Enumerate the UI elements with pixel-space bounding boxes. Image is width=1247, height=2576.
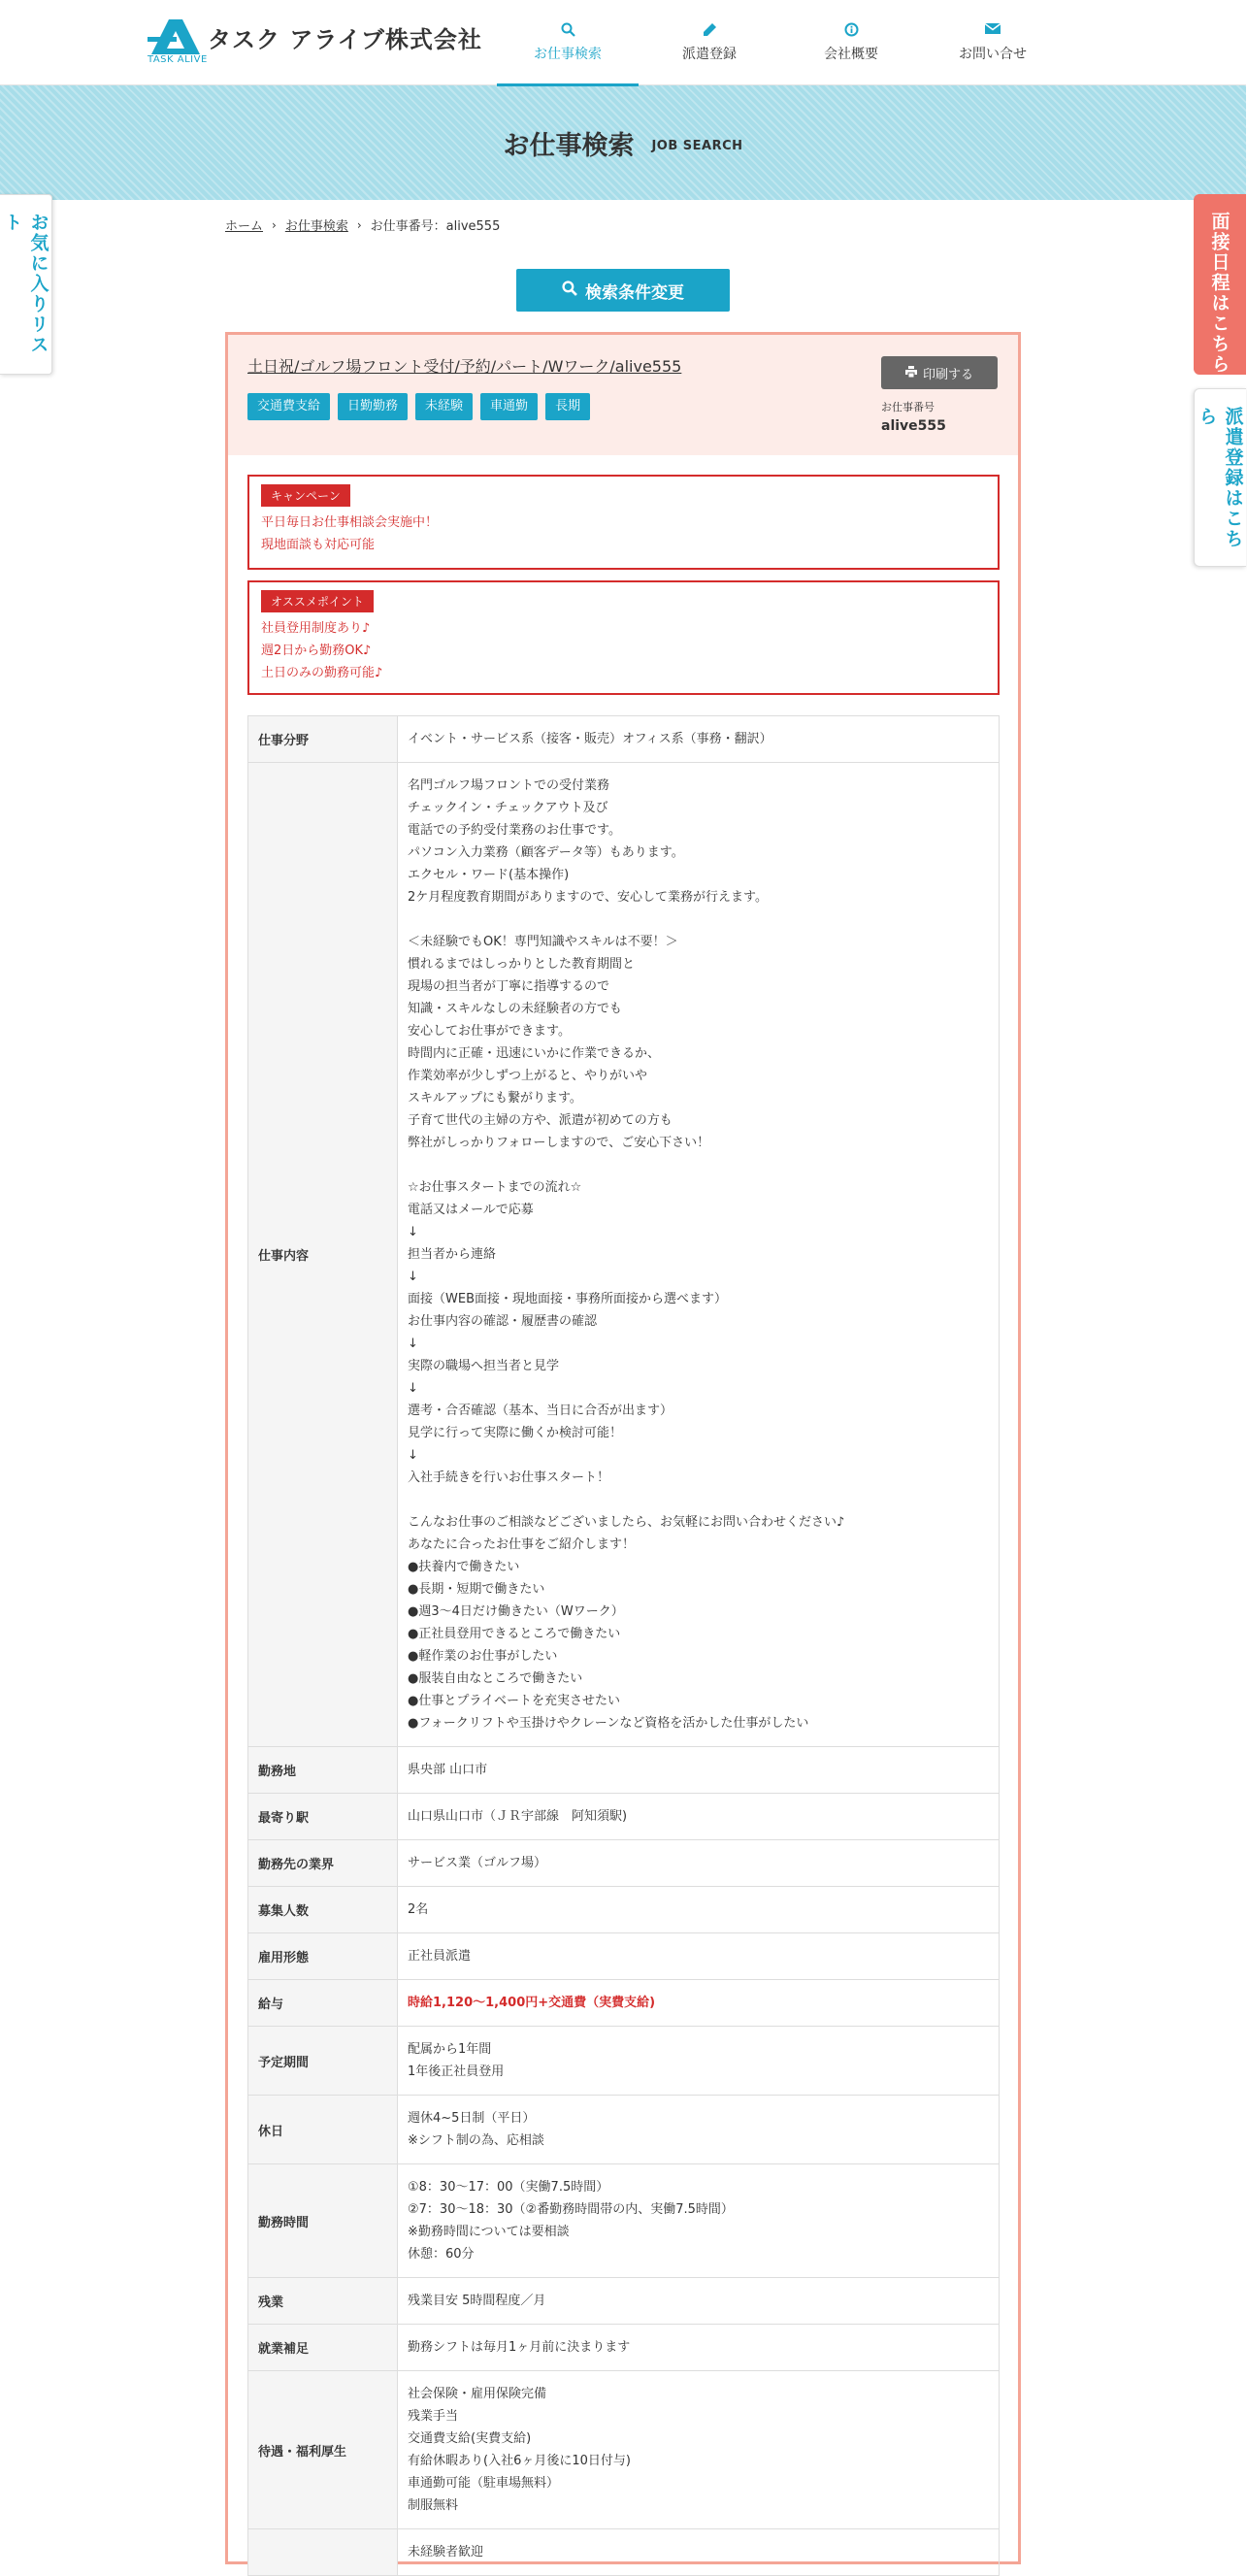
logo-mark-icon — [148, 17, 208, 68]
salary-value: 時給1,120～1,400円+交通費（実費支給) — [398, 1980, 1000, 2027]
row-label: 勤務先の業界 — [248, 1840, 398, 1887]
row-value: 残業目安 5時間程度／月 — [398, 2278, 1000, 2325]
chevron-right-icon: › — [356, 217, 362, 232]
row-label: 給与 — [248, 1980, 398, 2027]
envelope-icon — [985, 22, 1001, 38]
nav-job-search[interactable] — [497, 0, 639, 85]
favorites-tab[interactable] — [0, 194, 52, 375]
row-value: 2名 — [398, 1887, 1000, 1933]
row-label: 雇用形態 — [248, 1933, 398, 1980]
table-row — [248, 2096, 1000, 2164]
recommend-line: 土日のみの勤務可能♪ — [261, 666, 383, 680]
row-value: ①8：30～17：00（実働7.5時間） ②7：30～18：30（②番勤務時間帯の内、実働7.5時間） ※勤務時間については要相談 休憩：60分 — [398, 2164, 1000, 2278]
nav-contact[interactable] — [922, 0, 1064, 85]
favorites-tab-label: お気に入りリスト — [1, 213, 49, 355]
row-label: 待遇・福利厚生 — [248, 2371, 398, 2529]
nav-label: 会社概要 — [824, 47, 878, 62]
change-search-label: 検索条件変更 — [585, 282, 684, 303]
interview-tab-label: 面接日程はこちら — [1208, 212, 1231, 375]
main-nav — [497, 0, 1064, 85]
registration-tab-label: 派遣登録はこちら — [1196, 407, 1244, 549]
row-value: 正社員派遣 — [398, 1933, 1000, 1980]
row-label: 就業補足 — [248, 2325, 398, 2371]
table-row — [248, 763, 1000, 1747]
nav-label: お問い合せ — [959, 47, 1027, 62]
campaign-line: 平日毎日お仕事相談会実施中！ — [261, 515, 439, 530]
table-row — [248, 2371, 1000, 2529]
breadcrumb-current: お仕事番号：alive555 — [370, 219, 501, 234]
logo[interactable] — [148, 17, 482, 68]
table-row — [248, 1794, 1000, 1840]
row-value: 山口県山口市（ＪＲ宇部線 阿知須駅) — [398, 1794, 1000, 1840]
table-row — [248, 2164, 1000, 2278]
row-label — [248, 2529, 398, 2576]
pencil-icon — [703, 22, 717, 38]
campaign-box — [247, 475, 1000, 570]
breadcrumb-search[interactable]: お仕事検索 — [284, 219, 348, 234]
page-subtitle: JOB SEARCH — [651, 138, 743, 153]
row-value: 勤務シフトは毎月1ヶ月前に決まります — [398, 2325, 1000, 2371]
search-icon — [561, 22, 575, 38]
row-label: 休日 — [248, 2096, 398, 2164]
print-button[interactable] — [881, 356, 998, 389]
row-value: サービス業（ゴルフ場） — [398, 1840, 1000, 1887]
job-tag: 長期 — [545, 393, 590, 420]
table-row — [248, 2278, 1000, 2325]
job-details-table — [247, 715, 1000, 2576]
search-icon — [562, 281, 577, 300]
print-label: 印刷する — [922, 367, 973, 382]
registration-tab[interactable] — [1194, 388, 1246, 567]
table-row — [248, 2325, 1000, 2371]
info-icon — [844, 22, 859, 38]
row-value: 週休4~5日制（平日） ※シフト制の為、応相談 — [398, 2096, 1000, 2164]
page-title: お仕事検索 — [503, 130, 635, 161]
nav-company[interactable] — [780, 0, 922, 85]
chevron-right-icon: › — [272, 217, 277, 232]
table-row — [248, 2529, 1000, 2576]
row-value: 県央部 山口市 — [398, 1747, 1000, 1794]
row-label: 勤務時間 — [248, 2164, 398, 2278]
row-label: 募集人数 — [248, 1887, 398, 1933]
row-value: 社会保険・雇用保険完備 残業手当 交通費支給(実費支給) 有給休暇あり(入社6ヶ月後に10日付与) 車通勤可能（駐車場無料） 制服無料 — [398, 2371, 1000, 2529]
row-label: 勤務地 — [248, 1747, 398, 1794]
job-number: alive555 — [881, 418, 946, 434]
row-value: イベント・サービス系（接客・販売）オフィス系（事務・翻訳） — [398, 716, 1000, 763]
table-row — [248, 1980, 1000, 2027]
change-search-button[interactable] — [516, 269, 730, 312]
job-card — [225, 332, 1021, 2564]
nav-registration[interactable] — [639, 0, 780, 85]
job-card-header — [228, 335, 1018, 455]
table-row — [248, 1747, 1000, 1794]
row-label: 予定期間 — [248, 2027, 398, 2096]
table-row — [248, 1933, 1000, 1980]
row-label: 仕事内容 — [248, 763, 398, 1747]
job-tag: 交通費支給 — [247, 393, 330, 420]
interview-schedule-tab[interactable] — [1194, 194, 1246, 375]
site-header — [0, 0, 1246, 85]
row-value: 未経験者歓迎 — [398, 2529, 1000, 2576]
row-label: 最寄り駅 — [248, 1794, 398, 1840]
campaign-label: キャンペーン — [261, 484, 350, 507]
table-row — [248, 1840, 1000, 1887]
row-label: 残業 — [248, 2278, 398, 2325]
nav-label: お仕事検索 — [534, 47, 602, 62]
job-title[interactable]: 土日祝/ゴルフ場フロント受付/予約/パート/Wワーク/alive555 — [247, 357, 682, 376]
table-row — [248, 1887, 1000, 1933]
job-tag: 日勤勤務 — [338, 393, 408, 420]
row-label: 仕事分野 — [248, 716, 398, 763]
nav-label: 派遣登録 — [682, 47, 737, 62]
job-tag: 未経験 — [415, 393, 473, 420]
logo-company-name: タスク アライブ株式会社 — [208, 25, 482, 53]
table-row — [248, 716, 1000, 763]
recommend-points-box — [247, 580, 1000, 695]
job-tag: 車通勤 — [480, 393, 538, 420]
row-value: 名門ゴルフ場フロントでの受付業務 チェックイン・チェックアウト及び 電話での予約受付業務のお仕事です。 パソコン入力業務（顧客データ等）もあります。 エクセル・ワード(基本操作) 2ケ月程度教育期間がありますので、安心して業務が行えます。 ＜未経験でもOK！専門知識やスキルは不要！＞ 慣れるまではしっかりとした教育期間と 現場の担当者が丁寧に指導するので 知識・スキルなしの未経験者の方でも 安心してお仕事ができます。 時間内に正確・迅速にいかに作業できるか、 作業効率が少しずつ上がると、やりがいや スキルアップにも繋がります。 子育て世代の主婦の方や、派遣が初めての方も 弊社がしっかりフォローしますので、ご安心下さい！ ☆お仕事スタートまでの流れ☆ 電話又はメールで応募 ↓ 担当者から連絡 ↓ 面接（WEB面接・現地面接・事務所面接から選べます） お仕事内容の確認・履歴書の確認 ↓ 実際の職場へ担当者と見学 ↓ 選考・合否確認（基本、当日に合否が出ます） 見学に行って実際に働くか検討可能！ ↓ 入社手続きを行いお仕事スタート！ こんなお仕事のご相談などございましたら、お気軽にお問い合わせください♪ あなたに合ったお仕事をご紹介します！ ●扶養内で働きたい ●長期・短期で働きたい ●週3～4日だけ働きたい（Wワーク） ●正社員登用できるところで働きたい ●軽作業のお仕事がしたい ●服装自由なところで働きたい ●仕事とプライベートを充実させたい ●フォークリフトや玉掛けやクレーンなど資格を活かした仕事がしたい — [398, 763, 1000, 1747]
row-value: 配属から1年間 1年後正社員登用 — [398, 2027, 1000, 2096]
recommend-line: 週2日から勤務OK♪ — [261, 644, 372, 658]
logo-subtext: TASK ALIVE — [148, 54, 208, 65]
breadcrumb-home[interactable]: ホーム — [225, 219, 264, 234]
recommend-label: オススメポイント — [261, 590, 374, 612]
page-banner — [0, 85, 1246, 200]
print-icon — [905, 366, 917, 380]
table-row — [248, 2027, 1000, 2096]
campaign-line: 現地面談も対応可能 — [261, 538, 376, 552]
job-tags — [247, 393, 598, 420]
breadcrumb — [225, 215, 500, 234]
job-number-label: お仕事番号 — [881, 401, 935, 413]
recommend-line: 社員登用制度あり♪ — [261, 621, 371, 636]
